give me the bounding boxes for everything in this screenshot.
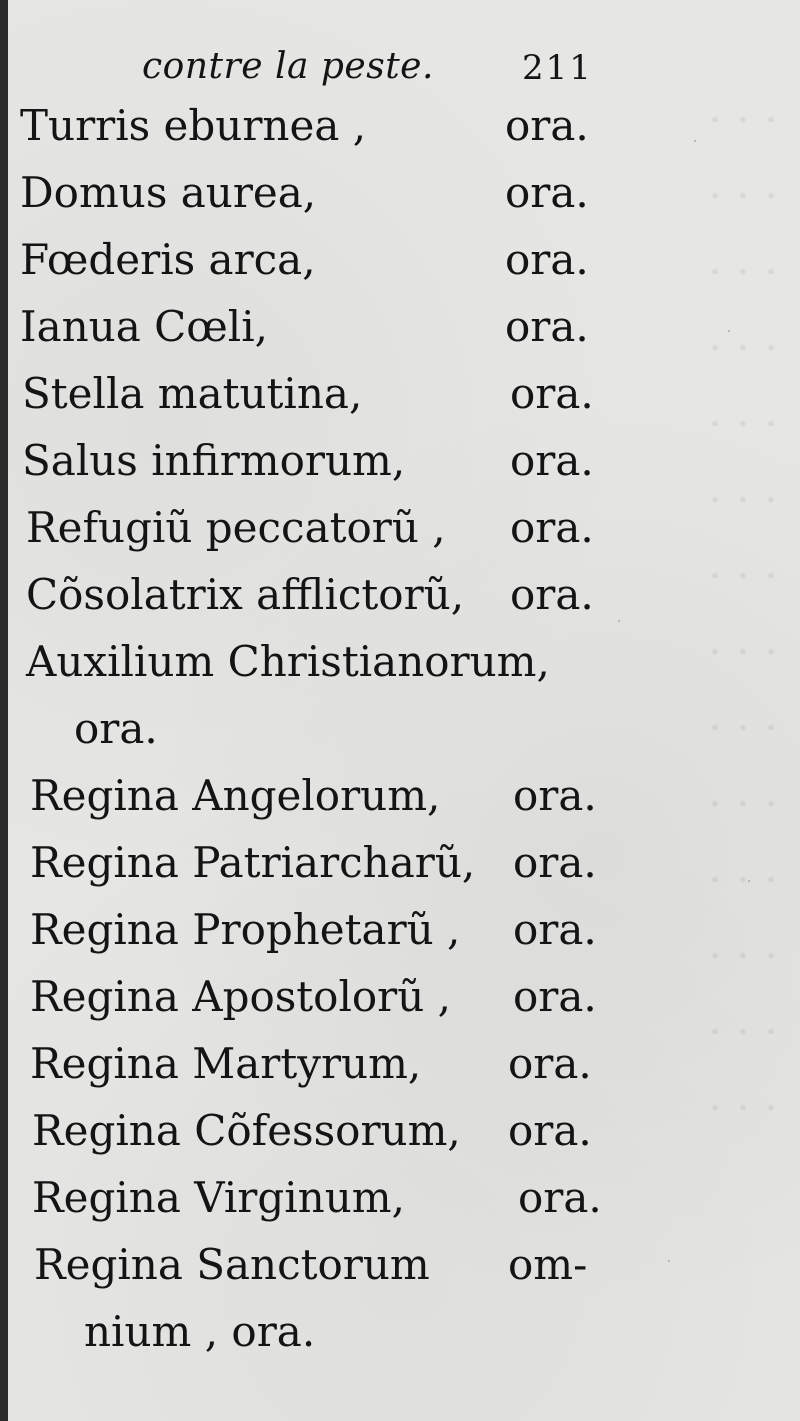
paper-speck (728, 330, 730, 332)
invocation: Cõsolatrix afflictorũ, (26, 570, 465, 619)
litany-line (8, 963, 800, 1030)
paper-speck (694, 140, 696, 142)
litany-line (8, 360, 800, 427)
response: ora. (510, 503, 594, 552)
response: ora. (508, 1106, 592, 1155)
invocation: Regina Cõfessorum, (32, 1106, 461, 1155)
invocation: Domus aurea, (20, 168, 317, 217)
continuation: nium , ora. (84, 1307, 316, 1356)
invocation: Salus infirmorum, (22, 436, 406, 485)
litany-line (8, 762, 800, 829)
invocation: Regina Patriarcharũ, (30, 838, 476, 887)
response: ora. (510, 570, 594, 619)
paper-speck (618, 620, 620, 622)
response: ora. (513, 838, 597, 887)
litany-line (8, 896, 800, 963)
response: ora. (513, 771, 597, 820)
litany-list (8, 92, 800, 1365)
litany-line (8, 226, 800, 293)
litany-line (8, 628, 800, 695)
litany-line (8, 92, 800, 159)
litany-line (8, 494, 800, 561)
response: ora. (508, 1039, 592, 1088)
response: ora. (505, 235, 589, 284)
litany-line (8, 427, 800, 494)
litany-line (8, 1164, 800, 1231)
invocation: Regina Angelorum, (30, 771, 441, 820)
invocation: Refugiũ peccatorũ , (26, 503, 446, 552)
invocation: Ianua Cœli, (20, 302, 269, 351)
page-number: 211 (522, 48, 593, 88)
response: ora. (505, 168, 589, 217)
litany-line (8, 159, 800, 226)
book-page (8, 0, 800, 1421)
invocation: Regina Apostolorũ , (30, 972, 452, 1021)
response: om- (508, 1240, 588, 1289)
response: ora. (518, 1173, 602, 1222)
paper-speck (748, 880, 750, 882)
page-header (8, 40, 800, 90)
litany-line (8, 1231, 800, 1298)
continuation: ora. (74, 704, 158, 753)
show-through-text: . . . . . . . . . . . . . . . . . . . . . . . . . . . . . . . . . . . . . . . . . . (708, 82, 778, 1121)
response: ora. (505, 101, 589, 150)
litany-line (8, 1097, 800, 1164)
running-title: contre la peste. (142, 46, 434, 87)
response: ora. (513, 905, 597, 954)
paper-speck (668, 1260, 670, 1262)
response: ora. (510, 369, 594, 418)
invocation: Turris eburnea , (20, 101, 367, 150)
invocation: Regina Martyrum, (30, 1039, 422, 1088)
paper-speck (308, 1340, 310, 1342)
response: ora. (510, 436, 594, 485)
litany-line (8, 1030, 800, 1097)
litany-line-continuation (8, 695, 800, 762)
litany-line (8, 293, 800, 360)
invocation: Fœderis arca, (20, 235, 316, 284)
invocation: Stella matutina, (22, 369, 363, 418)
invocation: Regina Sanctorum (34, 1240, 430, 1289)
litany-line (8, 561, 800, 628)
invocation: Regina Virginum, (32, 1173, 405, 1222)
invocation: Auxilium Christianorum, (26, 637, 550, 686)
response: ora. (513, 972, 597, 1021)
invocation: Regina Prophetarũ , (30, 905, 461, 954)
litany-line (8, 829, 800, 896)
litany-line-continuation (8, 1298, 800, 1365)
response: ora. (505, 302, 589, 351)
